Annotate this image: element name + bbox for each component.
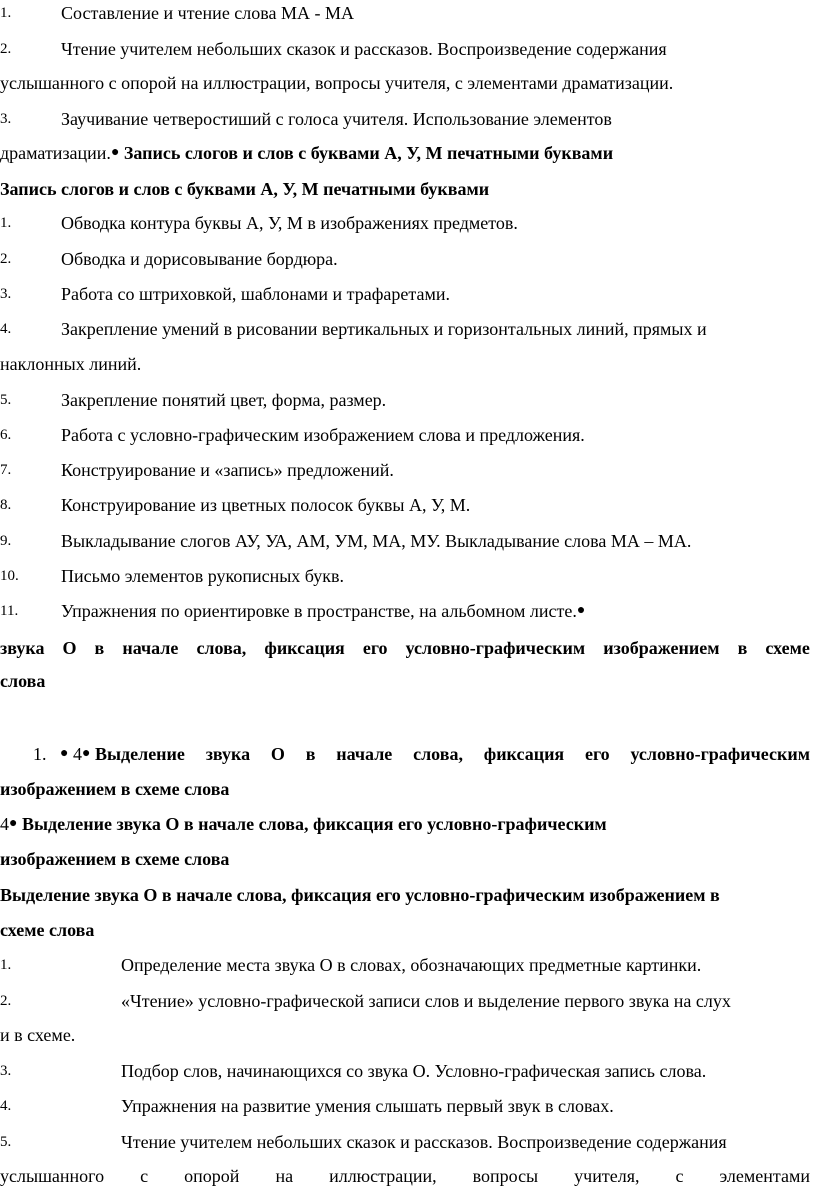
item-text: Упражнения по ориентировке в пространстве, на альбомном листе. bbox=[61, 601, 577, 621]
item-number: 8. bbox=[0, 497, 12, 513]
bullet-icon: ● bbox=[576, 603, 586, 618]
item-text: Упражнения на развитие умения слышать первый звук в словах. bbox=[121, 1096, 614, 1116]
item-number: 5. bbox=[0, 1134, 12, 1150]
item-number: 1. bbox=[0, 5, 12, 21]
item-text: Работа со штриховкой, шаблонами и трафаретами. bbox=[61, 284, 450, 304]
item-text-cont: и в схеме. bbox=[0, 1025, 76, 1045]
item-text: Обводка контура буквы А, У, М в изображениях предметов. bbox=[61, 213, 518, 233]
item-number: 2. bbox=[0, 251, 12, 267]
bullet-icon: ● bbox=[110, 145, 120, 160]
item-number: 9. bbox=[0, 533, 12, 549]
inline-heading: Запись слогов и слов с буквами А, У, М печатными буквами bbox=[123, 143, 614, 163]
bullet-icon: ● bbox=[81, 746, 91, 761]
item-text: Составление и чтение слова МА - МА bbox=[61, 3, 355, 23]
item-number: 1. bbox=[33, 744, 47, 764]
item-text: Определение места звука О в словах, обозначающих предметные картинки. bbox=[121, 955, 702, 975]
item-text: Подбор слов, начинающихся со звука О. Условно-графическая запись слова. bbox=[121, 1061, 707, 1081]
item-text: Выкладывание слогов АУ, УА, АМ, УМ, МА, МУ. Выкладывание слова МА – МА. bbox=[61, 531, 692, 551]
bullet-icon: ● bbox=[9, 816, 18, 831]
item-text: Конструирование из цветных полосок буквы А, У, М. bbox=[61, 495, 471, 515]
item-number: 6. bbox=[0, 427, 12, 443]
item-text-cont: услышанного с опорой на иллюстрации, вопросы учителя, с элементами драматизации. bbox=[0, 73, 674, 93]
item-text: Закрепление понятий цвет, форма, размер. bbox=[61, 390, 387, 410]
item-number: 1. bbox=[0, 957, 12, 973]
item-text: Конструирование и «запись» предложений. bbox=[61, 460, 394, 480]
item-number: 10. bbox=[0, 568, 19, 584]
item-text: Закрепление умений в рисовании вертикальных и горизонтальных линий, прямых и bbox=[61, 319, 707, 339]
item-number: 4. bbox=[0, 1098, 12, 1114]
item-text: Обводка и дорисовывание бордюра. bbox=[61, 249, 338, 269]
item-number: 3. bbox=[0, 286, 12, 302]
item-number: 2. bbox=[0, 41, 12, 57]
item-number: 3. bbox=[0, 1063, 12, 1079]
bullet-icon: ● bbox=[60, 746, 69, 761]
item-text-cont: драматизации. bbox=[0, 143, 111, 163]
item-number: 11. bbox=[0, 603, 19, 619]
item-text: Письмо элементов рукописных букв. bbox=[61, 566, 345, 586]
item-number: 1. bbox=[0, 215, 12, 231]
item-text: Работа с условно-графическим изображением слова и предложения. bbox=[61, 425, 585, 445]
item-number: 2. bbox=[0, 993, 12, 1009]
item-number: 7. bbox=[0, 462, 12, 478]
item-number: 5. bbox=[0, 392, 12, 408]
item-text-cont: наклонных линий. bbox=[0, 354, 142, 374]
item-text: Чтение учителем небольших сказок и рассказов. Воспроизведение содержания bbox=[121, 1132, 727, 1152]
item-text: Заучивание четверостиший с голоса учителя. Использование элементов bbox=[61, 109, 612, 129]
item-number: 3. bbox=[0, 111, 12, 127]
item-text: «Чтение» условно-графической записи слов и выделение первого звука на слух bbox=[121, 991, 731, 1011]
item-text: Чтение учителем небольших сказок и рассказов. Воспроизведение содержания bbox=[61, 39, 667, 59]
item-number: 4. bbox=[0, 321, 12, 337]
